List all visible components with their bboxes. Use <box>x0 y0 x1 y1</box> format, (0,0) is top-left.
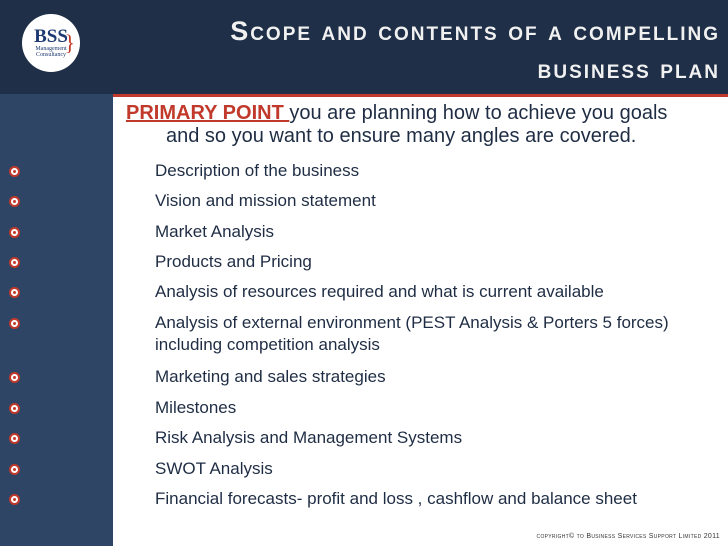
logo-letters: BSS <box>34 26 68 47</box>
list-item-text: Financial forecasts- profit and loss , cashflow and balance sheet <box>155 489 637 508</box>
primary-point-label: PRIMARY POINT <box>126 102 290 124</box>
ring-bullet-icon <box>9 494 20 505</box>
ring-bullet-icon <box>9 372 20 383</box>
list-item-text: Description of the business <box>155 161 360 180</box>
list-item-text: SWOT Analysis <box>155 459 273 478</box>
ring-bullet-icon <box>9 257 20 268</box>
list-item-text: Products and Pricing <box>155 252 312 271</box>
list-item-text: Risk Analysis and Management Systems <box>155 428 463 447</box>
ring-bullet-icon <box>9 196 20 207</box>
ring-bullet-icon <box>9 464 20 475</box>
primary-point-continuation: and so you want to ensure many angles are covered. <box>166 125 637 147</box>
list-item-text: Marketing and sales strategies <box>155 367 386 386</box>
ring-bullet-icon <box>9 227 20 238</box>
logo-brace: } <box>64 30 75 55</box>
list-item-text: Analysis of resources required and what is current available <box>155 282 604 301</box>
slide-title-line-2: business plan <box>537 54 720 84</box>
copyright-footer: copyright© to Business Services Support Limited 2011 <box>536 533 720 540</box>
ring-bullet-icon <box>9 433 20 444</box>
list-item-text: Vision and mission statement <box>155 191 376 210</box>
logo-line-2: Consultancy <box>36 52 66 58</box>
primary-point <box>126 102 726 148</box>
logo-line-1: Management <box>35 46 67 52</box>
company-logo <box>22 14 80 72</box>
list-item-text: Analysis of external environment (PEST Analysis & Porters 5 forces) including competition analysis <box>155 313 669 354</box>
slide-header <box>0 0 728 94</box>
ring-bullet-icon <box>9 166 20 177</box>
slide-title-line-1: Scope and contents of a compelling <box>230 16 720 46</box>
ring-bullet-icon <box>9 403 20 414</box>
ring-bullet-icon <box>9 318 20 329</box>
list-item-text: Milestones <box>155 398 237 417</box>
slide-title <box>120 12 720 88</box>
list-item-text: Market Analysis <box>155 222 275 241</box>
ring-bullet-icon <box>9 287 20 298</box>
primary-point-text: you are planning how to achieve you goals <box>289 102 668 124</box>
